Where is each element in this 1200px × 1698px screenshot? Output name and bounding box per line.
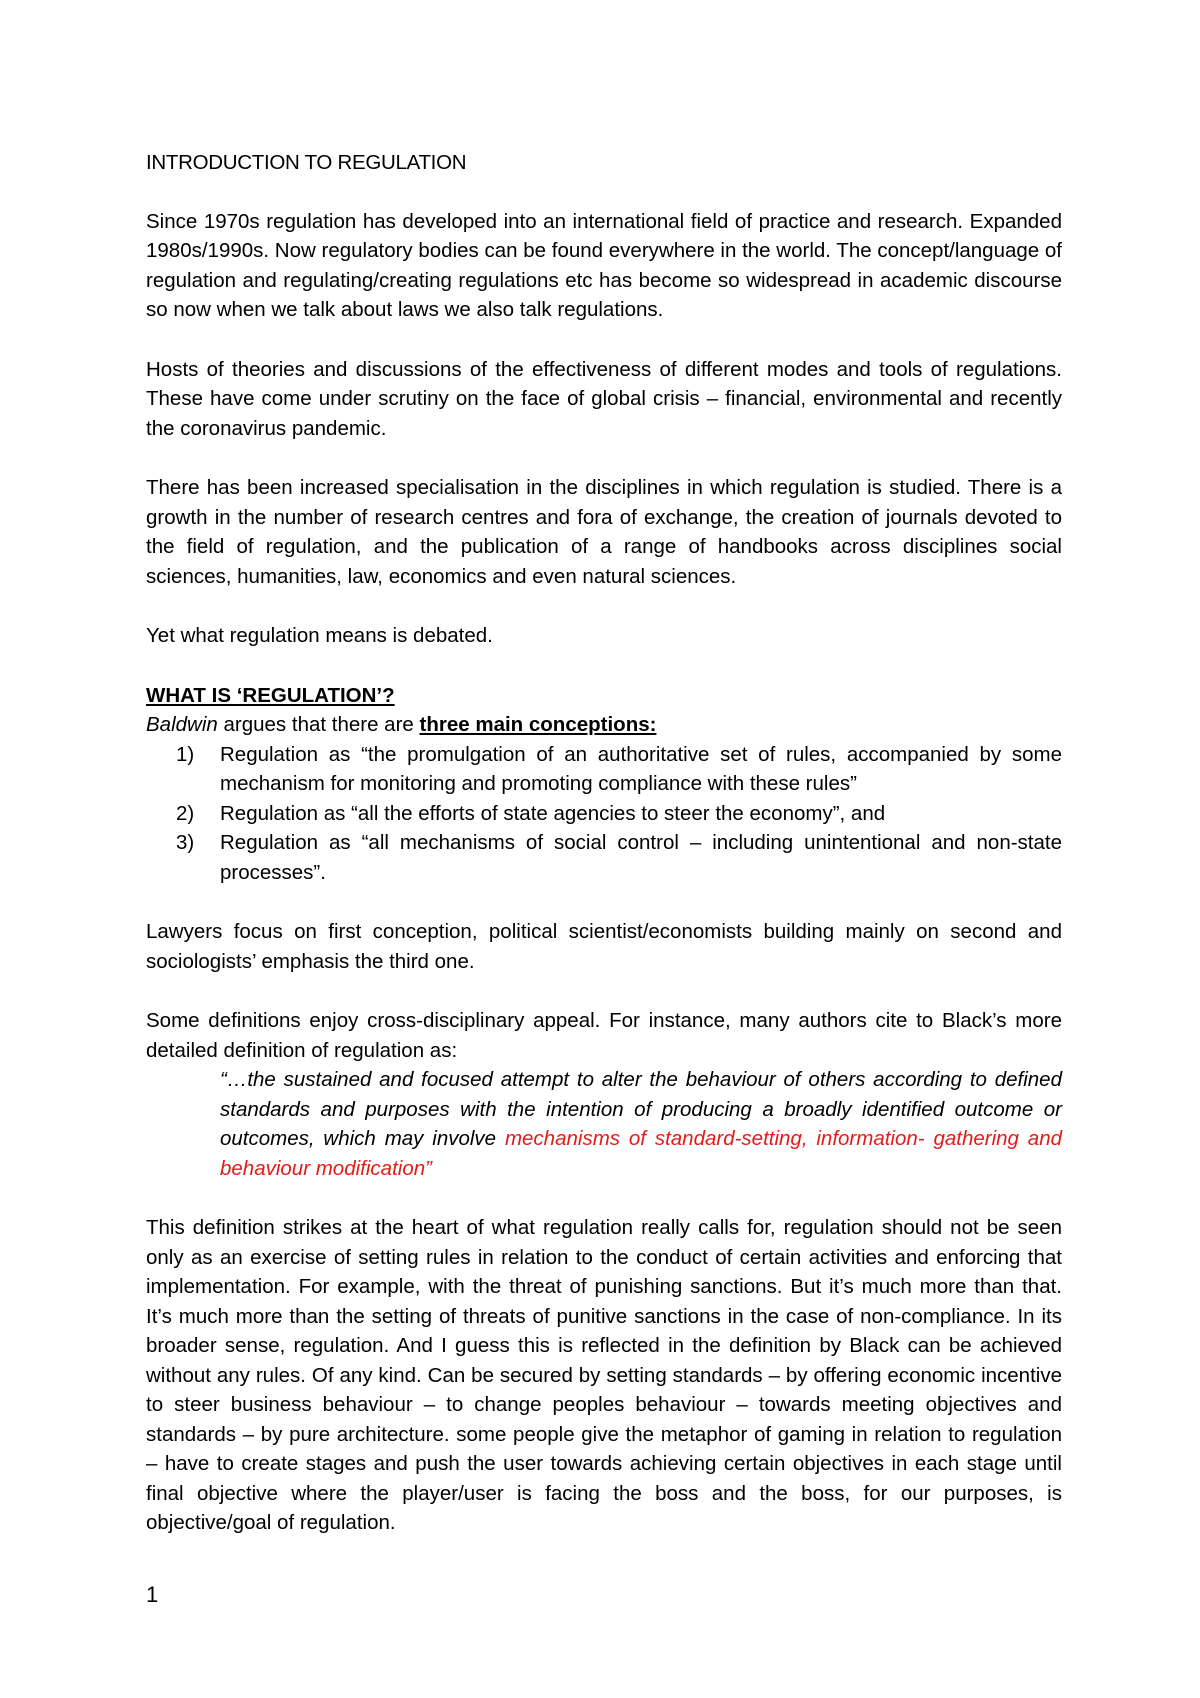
quote-highlight: mechanisms of standard-setting, information- gathering and behaviour modification”	[220, 1127, 1063, 1180]
list-item-text: Regulation as “the promulgation of an authoritative set of rules, accompanied by some mechanism for monitoring and promoting compliance with these rules”	[220, 742, 1062, 795]
conceptions-list	[146, 740, 1062, 888]
document-body	[146, 148, 1062, 1538]
list-item-number: 2)	[176, 801, 195, 825]
document-title: INTRODUCTION TO REGULATION	[146, 151, 467, 174]
page-number: 1	[146, 1582, 159, 1607]
list-item-number: 1)	[176, 742, 195, 766]
baldwin-author: Baldwin	[146, 713, 218, 736]
list-item-text: Regulation as “all the efforts of state agencies to steer the economy”, and	[220, 801, 886, 825]
list-item	[146, 740, 1062, 799]
paragraph-specialisation: There has been increased specialisation in the disciplines in which regulation is studied. There is a growth in the number of research centres and fora of exchange, the creation of journals devoted to the field of regulation, and the publication of a range of handbooks across disciplines social sciences, humanities, law, economics and even natural sciences.	[146, 476, 1062, 588]
paragraph-definitions: Some definitions enjoy cross-disciplinary appeal. For instance, many authors cite to Black’s more detailed definition of regulation as:	[146, 1009, 1062, 1062]
list-item	[146, 828, 1062, 887]
black-definition-quote	[220, 1065, 1062, 1183]
paragraph-analysis: This definition strikes at the heart of what regulation really calls for, regulation should not be seen only as an exercise of setting rules in relation to the conduct of certain activities and enforcing that implementation. For example, with the threat of punishing sanctions. But it’s much more than that. It’s much more than the setting of threats of punitive sanctions in the case of non-compliance. In its broader sense, regulation. And I guess this is reflected in the definition by Black can be achieved without any rules. Of any kind. Can be secured by setting standards – by offering economic incentive to steer business behaviour – to change peoples behaviour – towards meeting objectives and standards – by pure architecture. some people give the metaphor of gaming in relation to regulation – have to create stages and push the user towards achieving certain objectives in each stage until final objective where the player/user is facing the boss and the boss, for our purposes, is objective/goal of regulation.	[146, 1216, 1062, 1534]
quote-text: “…the sustained and focused attempt to alter the behaviour of others according to defined standards and purposes with the intention of producing a broadly identified outcome or outcomes, which may involve	[220, 1068, 1062, 1150]
paragraph-intro: Since 1970s regulation has developed into an international field of practice and research. Expanded 1980s/1990s. Now regulatory bodies can be found everywhere in the world. The concept/language of regulation and regulating/creating regulations etc has become so widespread in academic discourse so now when we talk about laws we also talk regulations.	[146, 209, 1062, 321]
section-heading: WHAT IS ‘REGULATION’?	[146, 683, 395, 707]
baldwin-intro-text: argues that there are	[217, 713, 420, 736]
list-item-number: 3)	[176, 831, 195, 854]
baldwin-intro	[146, 710, 1062, 740]
three-conceptions-emphasis: three main conceptions:	[419, 713, 657, 736]
paragraph-theories: Hosts of theories and discussions of the effectiveness of different modes and tools of regulations. These have come under scrutiny on the face of global crisis – financial, environmental and recently the coronavirus pandemic.	[146, 357, 1062, 440]
list-item-text: Regulation as “all mechanisms of social control – including unintentional and non-state processes”.	[220, 831, 1062, 884]
paragraph-debated: Yet what regulation means is debated.	[146, 624, 493, 647]
list-item	[146, 799, 1062, 829]
paragraph-disciplines: Lawyers focus on first conception, political scientist/economists building mainly on second and sociologists’ emphasis the third one.	[146, 920, 1062, 973]
